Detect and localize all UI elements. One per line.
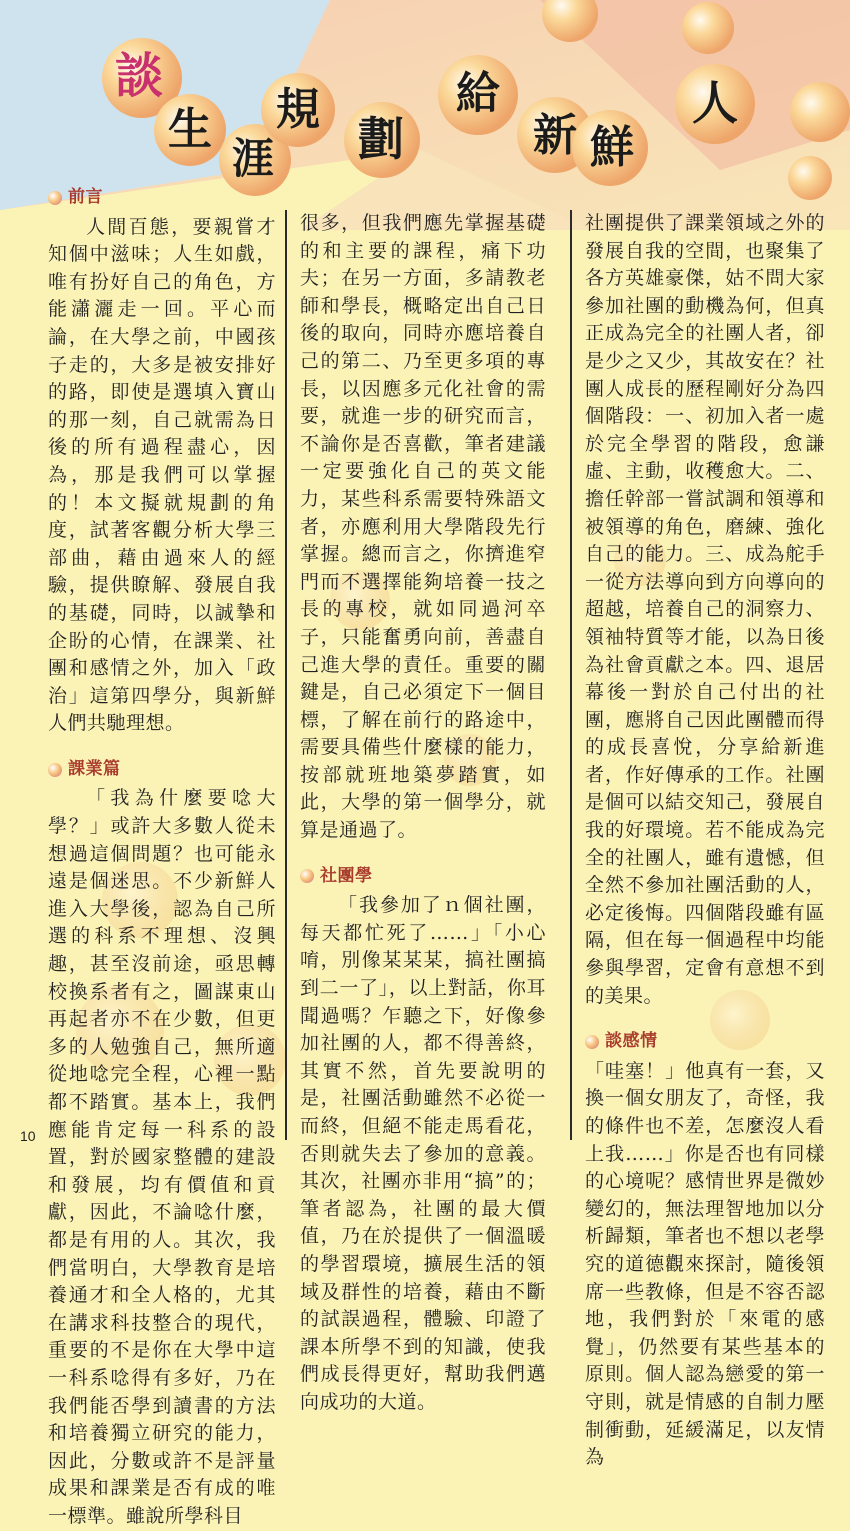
title-char: 人 — [692, 76, 738, 130]
heading-text: 前言 — [68, 187, 103, 207]
bullet-icon — [585, 1035, 599, 1049]
title-char: 生 — [168, 104, 212, 155]
title-char: 劃 — [358, 112, 404, 166]
heading-text: 談感情 — [605, 1031, 658, 1052]
clubs-paragraph: 「我參加了ｎ個社團，每天都忙死了……」「小心唷，別像某某某，搞社團搞到二一了」，以上對話，你耳聞過嗎？乍聽之下，好像參加社團的人，都不得善終，其實不然，首先要說明的是，社團活動雖然不必從一而終，但絕不能走馬看花，否則就失去了參加的意義。其次，社團亦非用“搞”的；筆者認為，社團的最大價值，乃在於提供了一個溫暖的學習環境，擴展生活的領域及群性的培養，藉由不斷的試誤過程，體驗、印證了課本所學不到的知識，使我們成長得更好，幫助我們邁向成功的大道。 — [300, 894, 546, 1413]
section-heading-romance — [585, 1028, 825, 1056]
title-char: 談 — [115, 48, 164, 104]
title-char: 涯 — [232, 134, 275, 183]
academics-paragraph-continued: 很多，但我們應先掌握基礎的和主要的課程，痛下功夫；在另一方面，多請教老師和學長，概略定出自己日後的取向，同時亦應培養自己的第二、乃至更多項的專長，以因應多元化社會的需要，就進一步的研究而言，不論你是否喜歡，筆者建議一定要強化自己的英文能力，某些科系需要特殊語文者，亦應利用大學階段先行掌握。總而言之，你擠進窄門而不選擇能夠培養一技之長的專校，就如同過河卒子，只能奮勇向前，善盡自己進大學的責任。重要的關鍵是，自己必須定下一個目標，了解在前行的路途中，需要具備些什麼樣的能力，按部就班地築夢踏實，如此，大學的第一個學分，就算是通過了。 — [300, 212, 546, 842]
column-1 — [48, 184, 276, 1531]
section-heading-academics — [48, 756, 276, 784]
column-rule — [285, 210, 287, 1140]
romance-paragraph: 「哇塞！」他真有一套，又換一個女朋友了，奇怪，我的條件也不差，怎麼沒人看上我……」你是否也有同樣的心境呢？感情世界是微妙變幻的，無法理智地加以分析歸類，筆者也不想以老學究的道德觀來探討，隨後領席一些教條，但是不容否認地，我們對於「來電的感覺」，仍然要有某些基本的原則。個人認為戀愛的第一守則，就是情感的自制力壓制衝動，延緩滿足，以友情為 — [585, 1059, 825, 1469]
heading-text: 課業篇 — [68, 758, 121, 779]
title-char: 給 — [456, 68, 500, 119]
heading-text: 社團學 — [320, 865, 373, 886]
orb — [788, 156, 832, 200]
orb — [682, 2, 734, 54]
clubs-paragraph-continued: 社團提供了課業領域之外的發展自我的空間，也聚集了各方英雄豪傑，姑不問大家參加社團的動機為何，但真正成為完全的社團人者，卻是少之又少，其故安在？社團人成長的歷程剛好分為四個階段：一、初加入者一處於完全學習的階段，愈謙虛、主動，收穫愈大。二、擔任幹部一嘗試調和領導和被領導的角色，磨練、強化自己的能力。三、成為舵手一從方法導向到方向導向的超越，培養自己的洞察力、領袖特質等才能，以為日後為社會貢獻之本。四、退居幕後一對於自己付出的社團，應將自己因此團體而得的成長喜悅，分享給新進者，作好傳承的工作。社團是個可以結交知己，發展自我的好環境。若不能成為完全的社團人，雖有遺憾，但全然不參加社團活動的人，必定後悔。四個階段雖有區隔，但在每一個過程中均能參與學習，定會有意想不到的美果。 — [585, 212, 825, 1007]
page-number: 10 — [20, 1128, 36, 1144]
title-char: 新 — [533, 110, 577, 161]
academics-paragraph: 「我為什麼要唸大學？」或許大多數人從未想過這個問題？也可能永遠是個迷思。不少新鮮人進入大學後，認為自己所選的科系不理想、沒興趣，甚至沒前途，亟思轉校換系者有之，圖謀東山再起者亦不在少數，但更多的人勉強自己，無所適從地唸完全程，心裡一點都不踏實。基本上，我們應能肯定每一科系的設置，對於國家整體的建設和發展，均有價值和貢獻，因此，不論唸什麼，都是有用的人。其次，我們當明白，大學教育是培養通才和全人格的，尤其在講求科技整合的現代，重要的不是你在大學中這一科系唸得有多好，乃在我們能否學到讀書的方法和培養獨立研究的能力，因此，分數或許不是評量成果和課業是否有成的唯一標準。雖說所學科目 — [48, 787, 276, 1527]
title-char: 規 — [276, 84, 320, 135]
bullet-icon — [300, 869, 314, 883]
column-3 — [585, 210, 825, 1472]
orb — [790, 82, 850, 142]
column-rule — [570, 210, 572, 1140]
intro-paragraph: 人間百態，要親嘗才知個中滋味；人生如戲，唯有扮好自己的角色，方能瀟灑走一回。平心而論，在大學之前，中國孩子走的，大多是被安排好的路，即使是選填入寶山的那一刻，自己就需為日後的所有過程盡心，因為，那是我們可以掌握的！本文擬就規劃的角度，試著客觀分析大學三部曲，藉由過來人的經驗，提供瞭解、發展自我的基礎，同時，以誠摯和企盼的心情，在課業、社團和感情之外，加入「政治」這第四學分，與新鮮人們共馳理想。 — [48, 215, 276, 735]
column-2 — [300, 210, 546, 1417]
section-heading-clubs — [300, 863, 546, 891]
bullet-icon — [48, 191, 62, 205]
bullet-icon — [48, 763, 62, 777]
section-heading-intro — [48, 184, 276, 212]
title-char: 鮮 — [590, 122, 634, 173]
